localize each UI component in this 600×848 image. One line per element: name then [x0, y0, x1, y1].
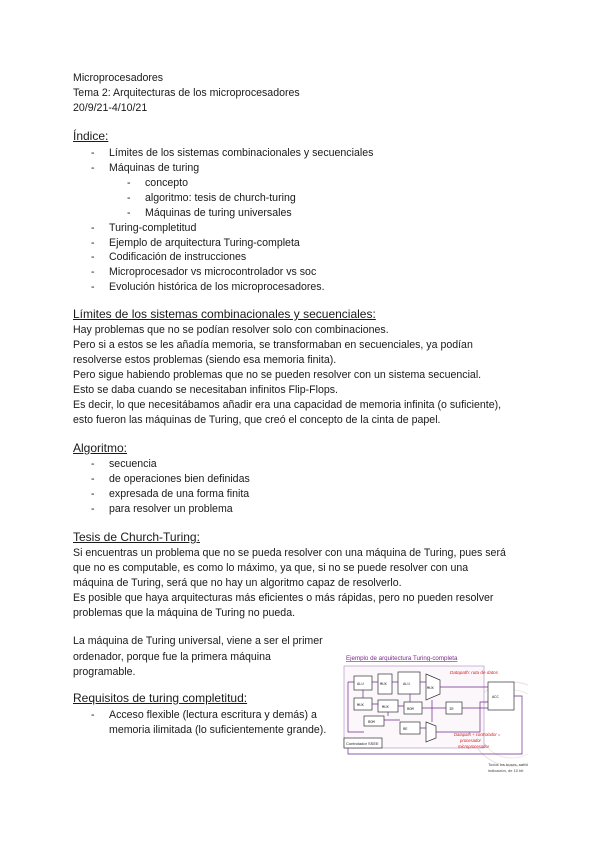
paragraph-line: La máquina de Turing universal, viene a ser el primer: [73, 635, 323, 647]
church-turing-heading: Tesis de Church-Turing:: [73, 530, 200, 544]
algorithm-heading: Algoritmo:: [73, 441, 128, 455]
paragraph-line: Esto se daba cuando se necesitaban infinitos Flip-Flops.: [73, 384, 338, 396]
block-label: ALU: [357, 683, 364, 687]
block-label: RE: [403, 728, 408, 732]
index-heading: Índice:: [73, 129, 109, 143]
block-label: ACC: [492, 696, 499, 700]
date-range: 20/9/21-4/10/21: [73, 102, 148, 114]
architecture-diagram: [340, 652, 528, 776]
block-label: MUX: [380, 683, 387, 687]
block-label: MUX: [382, 706, 389, 710]
block-label: IR: [449, 708, 454, 712]
paragraph-line: Pero si a estos se les añadía memoria, se transformaban en secuenciales, ya podían: [73, 339, 473, 351]
block-label: MUX: [427, 687, 434, 691]
document-page: Microprocesadores Tema 2: Arquitecturas de los microprocesadores 20/9/21-4/10/21 Índice: - Límites de los sistemas combinacionales y secuenciales - Máquinas de turing - concepto - algoritmo: tesis de church-turing - Máquinas de turing universales - Turing-completitud - Ejemplo de arquitectura Turing-completa - Codificación de instrucciones - Microprocesador vs microcontrolador vs soc - Evolución histórica de los microprocesadores. Límites de los sistemas combinacionales y secuenciales: Hay problemas que no se podían resolver solo con combinaciones. Pero si a estos se les añadía memoria, se transformaban en secuenciales, ya podían resolverse estos problemas (siendo esa memoria finita). Pero sigue habiendo problemas que no se pueden resolver con un sistema secuencial. Esto se daba cuando se necesitaban infinitos Flip-Flops. Es decir, lo que necesitábamos añadir era una capacidad de memoria infinita (o suficiente), esto fueron las máquinas de Turing, que creó el concepto de la cinta de papel. Algoritmo: - secuencia - de operaciones bien definidas - expresada de una forma finita - para resolver un problema Tesis de Church-Turing: Si encuentras un problema que no se pueda resolver con una máquina de Turing, pues será que no es computable, es como lo máximo, ya que, si no se puede resolver con una máquina de Turing, será que no hay un algoritmo capaz de resolverlo. Es posible que haya arquitecturas más eficientes o más rápidas, pero no pueden resolver problemas que la máquina de Turing no pueda. La máquina de Turing universal, viene a ser el primer ordenador, porque fue la primera máquina programable. Requisitos de turing completitud: - Acceso flexible (lectura escritura y demás) a memoria ilimitada (lo suficientemente grande). Ejemplo de arquitectura Turing-completa ALU MUX ALU MUX MUX MUX ROM ROM RE IR ACC Controlador SSEE Datapath: ruta de datos Datapath + controlador = procesador microprocesador Todos los buses, salvo indicación, de 10 bit: [0, 0, 600, 848]
block-label: ALU: [403, 683, 410, 687]
limits-heading: Límites de los sistemas combinacionales y secuenciales:: [73, 307, 376, 321]
block-label: ROM: [407, 708, 414, 712]
paragraph-line: problemas que la máquina de Turing no pueda.: [73, 607, 296, 619]
figure-title: Ejemplo de arquitectura Turing-completa: [346, 655, 458, 662]
paragraph-line: máquina de Turing, será que no hay un algoritmo capaz de resolverlo.: [73, 577, 402, 589]
paragraph-line: Pero sigue habiendo problemas que no se pueden resolver con un sistema secuencial.: [73, 369, 482, 381]
topic-title: Tema 2: Arquitecturas de los microprocesadores: [73, 87, 300, 99]
paragraph-line: Es decir, lo que necesitábamos añadir era una capacidad de memoria infinita (o suficiente),: [73, 399, 502, 411]
control-label-line: microprocesador: [458, 744, 490, 749]
course-title: Microprocesadores: [73, 72, 164, 84]
datapath-label: Datapath: ruta de datos: [450, 670, 499, 675]
paragraph-line: ordenador, porque fue la primera máquina: [73, 651, 271, 663]
paragraph-line: Es posible que haya arquitecturas más eficientes o más rápidas, pero no pueden resolver: [73, 592, 494, 604]
paragraph-line: que no es computable, es como lo máximo, ya que, si no se puede resolver con una: [73, 562, 469, 574]
paragraph-line: programable.: [73, 666, 136, 678]
control-label-line: procesador: [460, 738, 481, 743]
figure-footer-line: Todos los buses, salvo: [488, 762, 528, 767]
figure-footer-line: indicación, de 10 bit: [488, 768, 524, 773]
paragraph-line: resolverse estos problemas (siendo esa memoria finita).: [73, 354, 337, 366]
paragraph-line: Si encuentras un problema que no se pueda resolver con una máquina de Turing, pues será: [73, 547, 506, 559]
requirements-heading: Requisitos de turing completitud:: [73, 691, 248, 705]
block-label: ROM: [368, 721, 375, 725]
block-label: MUX: [357, 704, 364, 708]
controller-label: Controlador SSEE: [346, 741, 379, 746]
paragraph-line: esto fueron las máquinas de Turing, que creó el concepto de la cinta de papel.: [73, 414, 441, 426]
control-label-line: Datapath + controlador =: [454, 732, 501, 737]
paragraph-line: Hay problemas que no se podían resolver solo con combinaciones.: [73, 324, 389, 336]
